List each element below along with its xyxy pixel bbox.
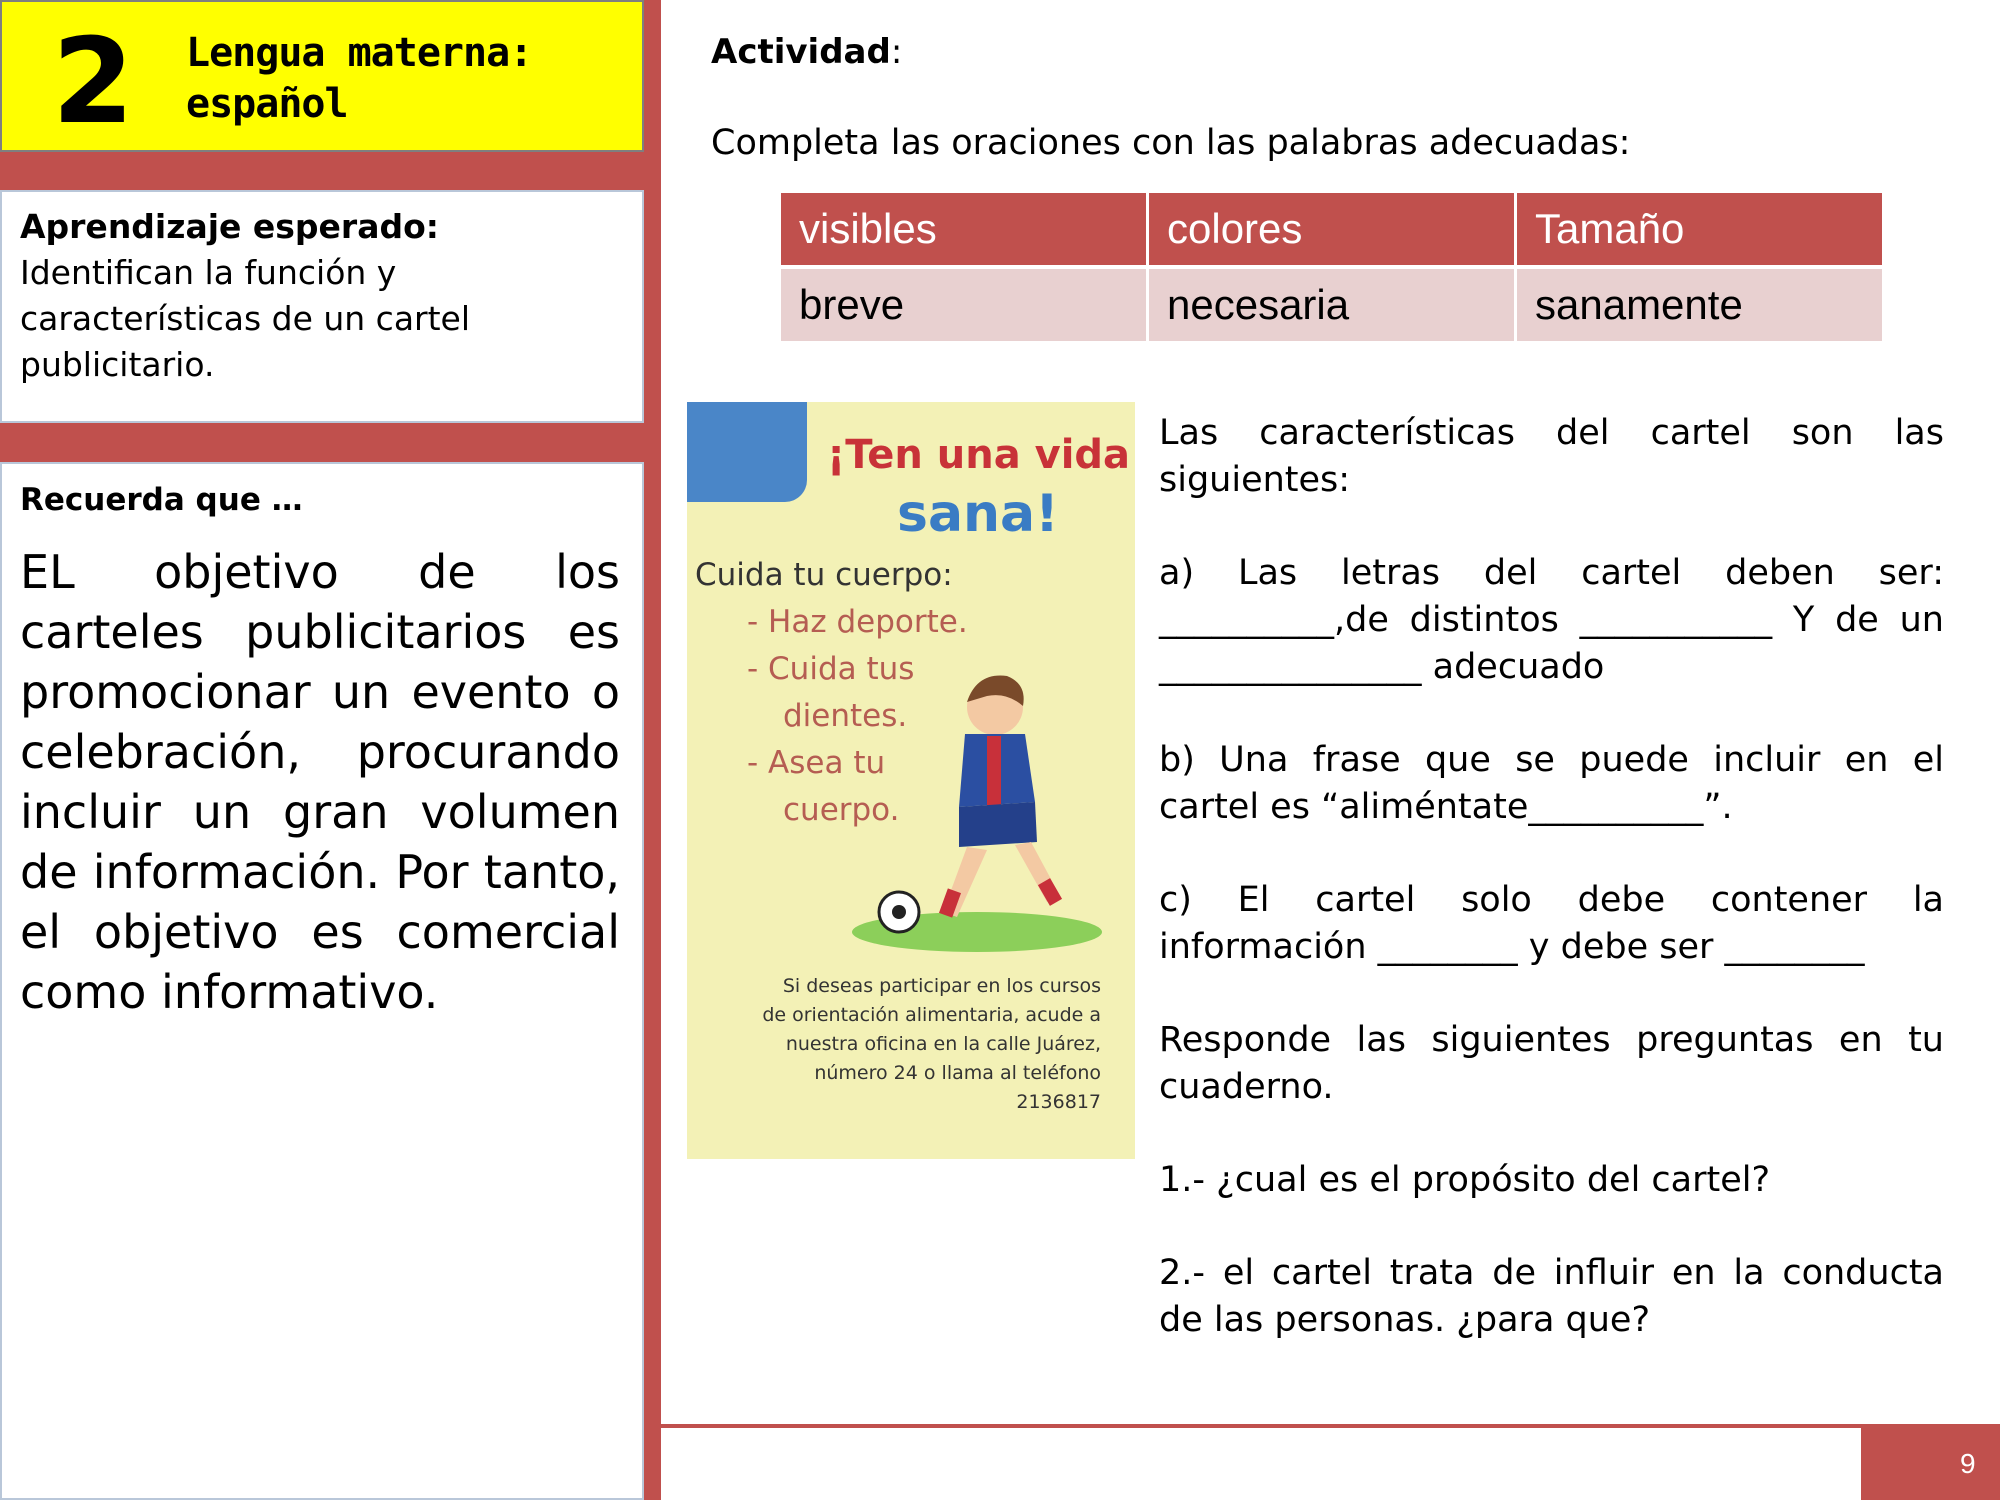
lesson-number: 2	[52, 12, 135, 150]
player-shorts	[959, 802, 1037, 847]
learning-text: Identifican la función y características de un cartel publicitario.	[20, 253, 471, 384]
table-cell: Tamaño	[1517, 193, 1882, 265]
table-row	[781, 193, 1882, 265]
question-1: 1.- ¿cual es el propósito del cartel?	[1159, 1160, 1771, 1200]
remember-title: Recuerda que …	[20, 482, 303, 518]
remember-text: EL objetivo de los carteles publicitarios es promocionar un evento o celebración, procurando incluir un gran volumen de información. Por tanto, el objetivo es comercial como informativo.	[20, 545, 620, 1019]
learning-title: Aprendizaje esperado:	[20, 207, 439, 246]
poster-title-line-2: sana!	[897, 484, 1059, 544]
activity-panel	[661, 0, 2000, 1424]
question-2: 2.- el cartel trata de influir en la conducta de las personas. ¿para que?	[1159, 1253, 1944, 1340]
subject-line-1: Lengua materna:	[186, 30, 533, 76]
healthy-life-poster	[687, 402, 1135, 1159]
poster-list-item: cuerpo.	[783, 792, 900, 828]
poster-list-item: dientes.	[783, 698, 908, 734]
question-c: c) El cartel solo debe contener la información ________ y debe ser ________	[1159, 880, 1944, 967]
shirt-stripe	[987, 736, 1001, 806]
table-cell: breve	[781, 269, 1146, 341]
activity-label: Actividad	[711, 32, 891, 72]
footer-bar	[661, 1428, 1861, 1500]
table-row	[781, 269, 1882, 341]
poster-list-item: - Haz deporte.	[747, 604, 968, 640]
ball-patch	[892, 905, 906, 919]
activity-heading	[711, 30, 902, 74]
learning-box	[0, 190, 644, 423]
poster-list-title: Cuida tu cuerpo:	[695, 557, 953, 593]
questions-section	[1159, 410, 1944, 1390]
remember-box	[0, 462, 644, 1500]
questions-intro: Las características del cartel son las siguientes:	[1159, 413, 1944, 500]
table-cell: sanamente	[1517, 269, 1882, 341]
table-cell: colores	[1149, 193, 1514, 265]
lesson-header	[0, 0, 644, 152]
poster-list-item: - Asea tu	[747, 745, 886, 781]
poster-footer: Si deseas participar en los cursos de orientación alimentaria, acude a nuestra oficina en la calle Juárez, número 24 o llama al teléfono 2136817	[762, 975, 1101, 1113]
respond-instruction: Responde las siguientes preguntas en tu cuaderno.	[1159, 1020, 1944, 1107]
soccer-player-illustration	[847, 662, 1107, 952]
activity-colon: :	[890, 32, 903, 72]
subject-title	[186, 28, 532, 130]
question-a: a) Las letras del cartel deben ser: __________,de distintos ___________ Y de un _______________ adecuado	[1159, 553, 1944, 687]
poster-corner-shape	[687, 402, 807, 502]
question-b: b) Una frase que se puede incluir en el cartel es “aliméntate__________”.	[1159, 740, 1944, 827]
poster-title-line-1: ¡Ten una vida	[827, 432, 1131, 478]
page-number: 9	[1960, 1448, 1976, 1479]
table-cell: visibles	[781, 193, 1146, 265]
table-cell: necesaria	[1149, 269, 1514, 341]
word-bank-table	[778, 189, 1885, 345]
poster-list-item: - Cuida tus	[747, 651, 915, 687]
activity-instruction: Completa las oraciones con las palabras adecuadas:	[711, 123, 1631, 163]
subject-line-2: español	[186, 81, 348, 127]
